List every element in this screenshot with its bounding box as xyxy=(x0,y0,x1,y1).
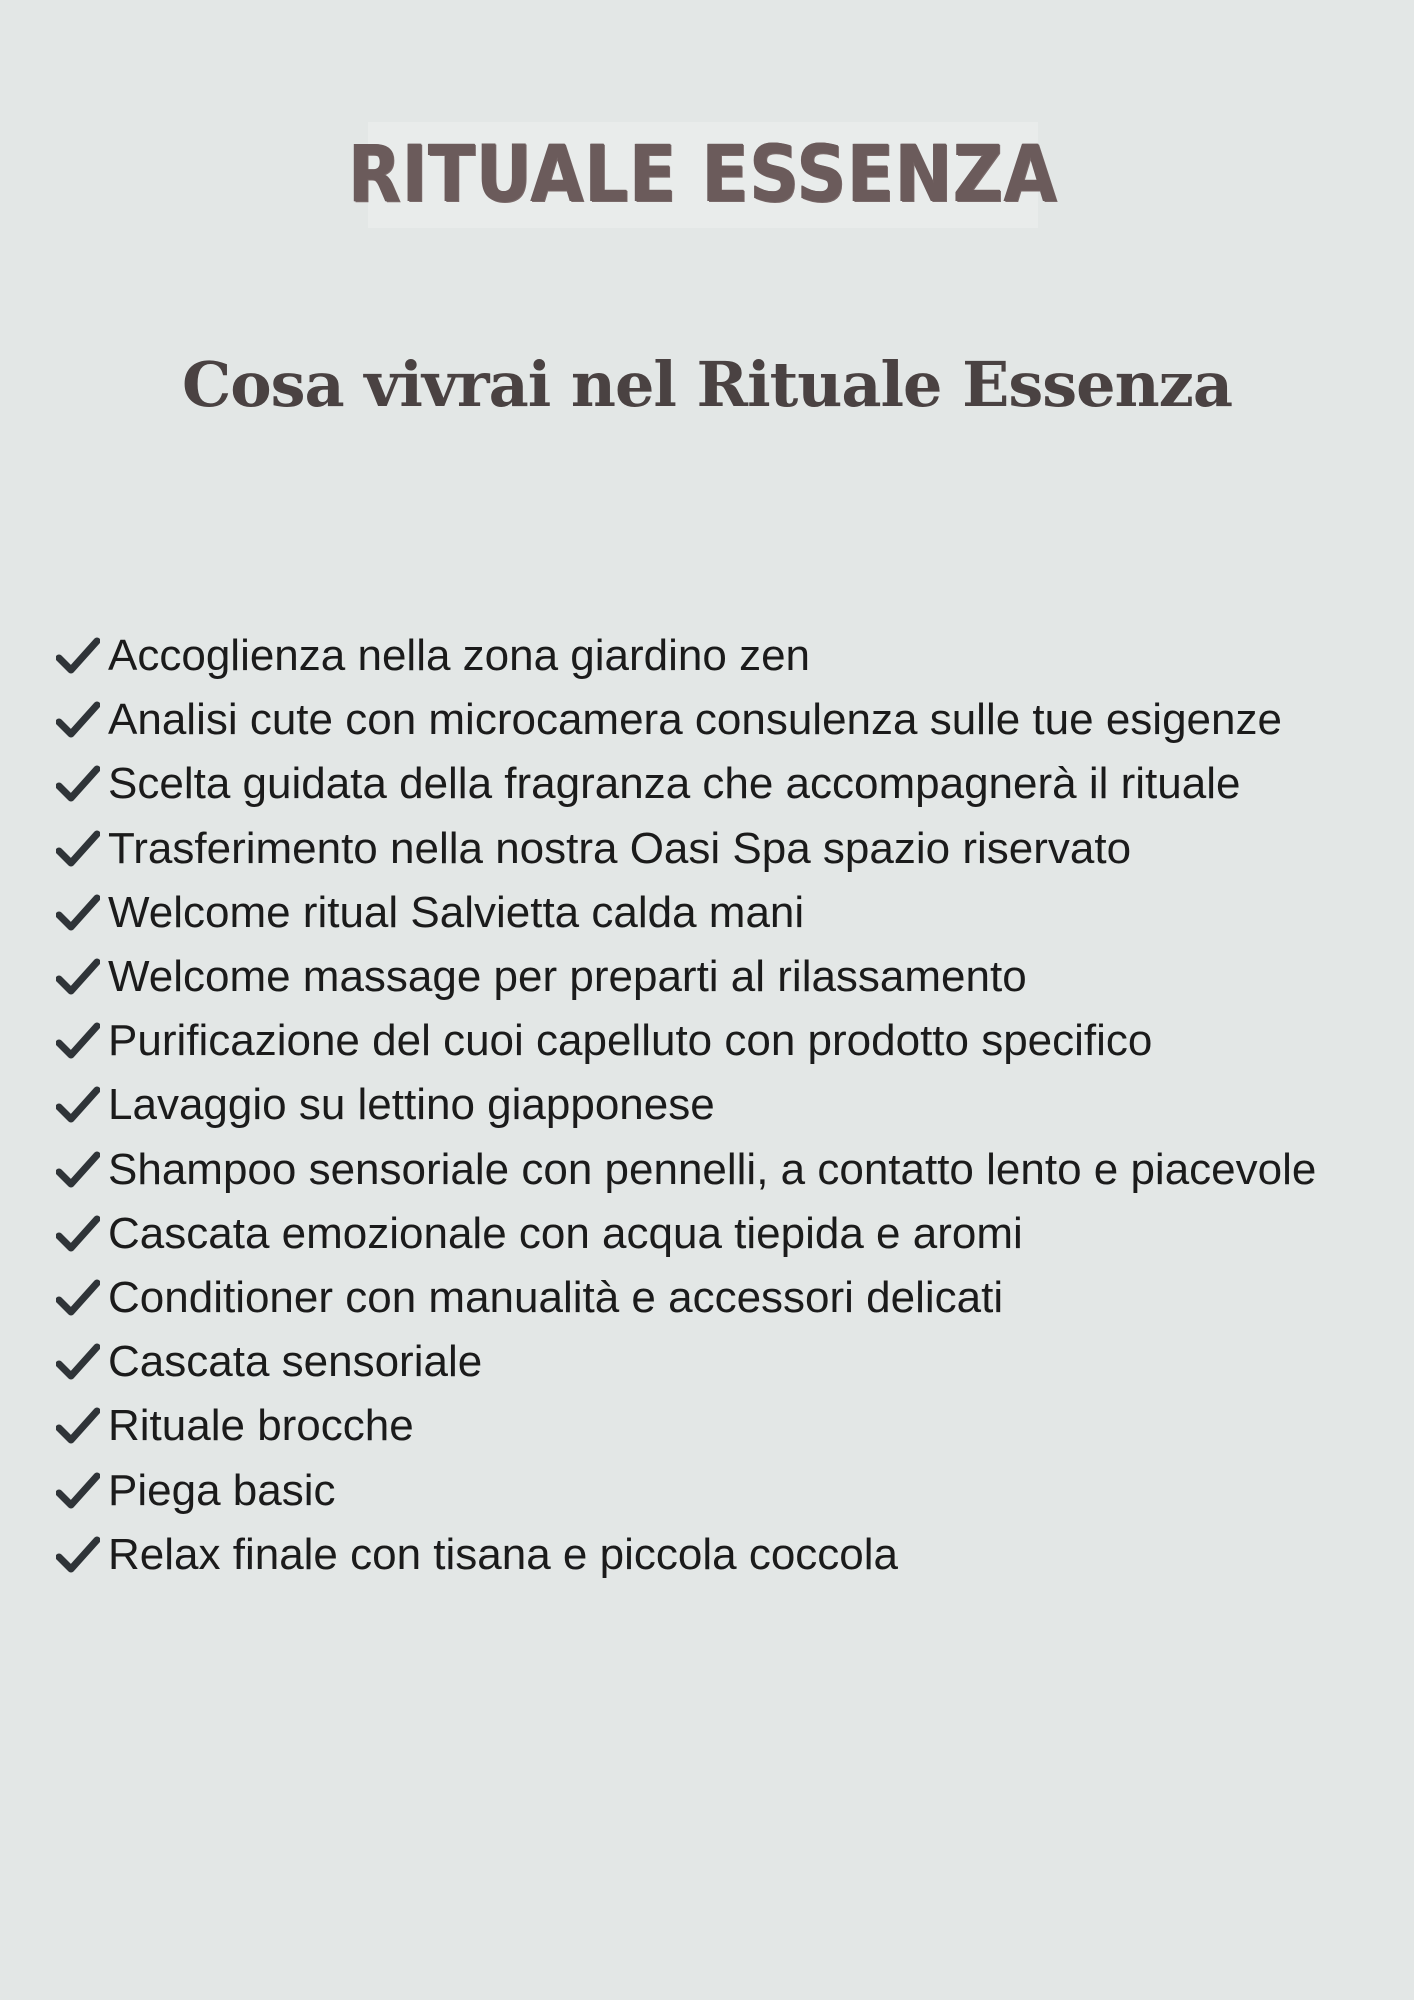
check-icon xyxy=(56,957,100,997)
logo xyxy=(348,122,1058,228)
list-item-text: Cascata sensoriale xyxy=(108,1337,483,1387)
check-icon xyxy=(56,1085,100,1125)
check-icon xyxy=(56,1535,100,1575)
list-item-text: Rituale brocche xyxy=(108,1401,414,1451)
list-item-text: Piega basic xyxy=(108,1465,336,1515)
list-item-text: Conditioner con manualità e accessori delicati xyxy=(108,1273,1004,1323)
check-icon xyxy=(56,700,100,740)
check-icon xyxy=(56,1342,100,1382)
check-icon xyxy=(56,829,100,869)
check-icon xyxy=(56,1214,100,1254)
list-item-text: Trasferimento nella nostra Oasi Spa spazio riservato xyxy=(108,823,1132,873)
list-item-text: Welcome massage per preparti al rilassamento xyxy=(108,952,1027,1002)
list-item-text: Accoglienza nella zona giardino zen xyxy=(108,631,811,680)
list-item-text: Welcome ritual Salvietta calda mani xyxy=(108,887,805,937)
list-item xyxy=(56,688,1386,752)
check-icon xyxy=(56,1150,100,1190)
list-item xyxy=(56,752,1386,816)
list-item xyxy=(56,1523,1386,1587)
list-item xyxy=(56,1266,1386,1330)
list-item xyxy=(56,1009,1386,1073)
list-item xyxy=(56,1202,1386,1266)
list-item xyxy=(56,881,1386,945)
list-item-text: Purificazione del cuoi capelluto con prodotto specifico xyxy=(108,1016,1153,1066)
check-icon xyxy=(56,1021,100,1061)
check-icon xyxy=(56,1406,100,1446)
list-item-text: Relax finale con tisana e piccola coccola xyxy=(108,1529,899,1579)
list-item xyxy=(56,1459,1386,1523)
check-icon xyxy=(56,636,100,676)
list-item-text: Analisi cute con microcamera consulenza sulle tue esigenze xyxy=(108,695,1282,745)
check-icon xyxy=(56,1471,100,1511)
list-item xyxy=(56,945,1386,1009)
list-item-text: Scelta guidata della fragranza che accompagnerà il rituale xyxy=(108,759,1241,809)
logo-text: RITUALE ESSENZA xyxy=(348,130,1058,220)
list-item xyxy=(56,624,1386,688)
list-item-text: Lavaggio su lettino giapponese xyxy=(108,1080,715,1130)
list-item xyxy=(56,1394,1386,1458)
check-icon xyxy=(56,893,100,933)
list-item xyxy=(56,1330,1386,1394)
list-item xyxy=(56,1073,1386,1137)
check-icon xyxy=(56,764,100,804)
list-item-text: Cascata emozionale con acqua tiepida e aromi xyxy=(108,1208,1023,1258)
page-subtitle: Cosa vivrai nel Rituale Essenza xyxy=(181,348,1233,421)
list-item xyxy=(56,817,1386,881)
check-icon xyxy=(56,1278,100,1318)
ritual-steps-list xyxy=(56,624,1386,1587)
list-item-text: Shampoo sensoriale con pennelli, a contatto lento e piacevole xyxy=(108,1144,1317,1194)
list-item xyxy=(56,1138,1386,1202)
